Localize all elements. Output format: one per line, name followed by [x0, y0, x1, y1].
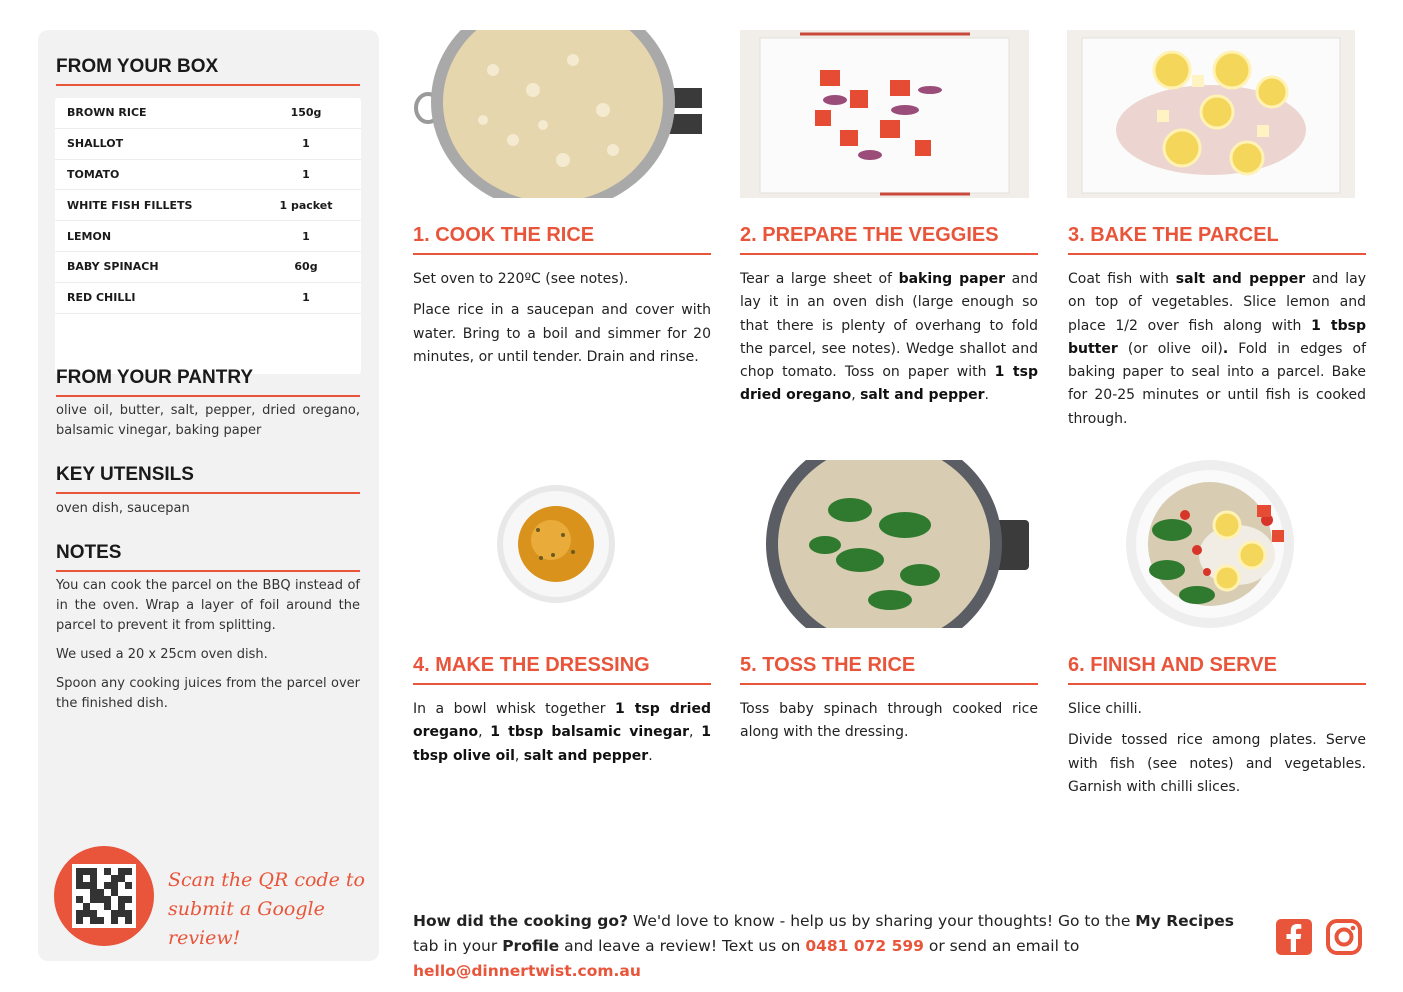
phone-link[interactable]: 0481 072 599	[805, 937, 924, 955]
qr-caption-line: Scan the QR code to	[168, 869, 365, 891]
step-paragraph: Coat fish with salt and pepper and lay on top of vegetables. Slice lemon and place 1/2 over fish along with 1 tbsp butter (or olive oil). Fold in edges of baking paper to seal into a parcel. Bake for 20-25 minutes or until fish is cooked through.	[1068, 271, 1366, 427]
box-ingredients-table	[55, 98, 361, 374]
fish-with-lemon-parcel-photo	[1067, 30, 1355, 198]
step-paragraph: Slice chilli.	[1068, 701, 1143, 717]
step-title: 3. BAKE THE PARCEL	[1068, 224, 1366, 255]
ingredients-sidebar	[38, 30, 379, 961]
utensils-list: oven dish, saucepan	[56, 501, 190, 516]
notes-heading: NOTES	[56, 542, 360, 572]
qr-caption-line: submit a Google review!	[168, 898, 325, 949]
step-instructions	[1068, 698, 1366, 799]
ingredient-qty: 150g	[290, 106, 322, 120]
ingredient-name: BROWN RICE	[67, 106, 147, 120]
step-cook-the-rice	[413, 224, 711, 377]
ingredient-qty: 1 packet	[279, 198, 333, 212]
step-paragraph: In a bowl whisk together 1 tsp dried oregano, 1 tbsp balsamic vinegar, 1 tbsp olive oil, salt and pepper.	[413, 701, 711, 764]
chopped-veggies-on-baking-paper-photo	[740, 30, 1029, 198]
from-your-box-heading: FROM YOUR BOX	[56, 56, 360, 86]
step-title: 4. MAKE THE DRESSING	[413, 654, 711, 685]
qr-code[interactable]	[54, 846, 154, 946]
note-item: You can cook the parcel on the BBQ instead of in the oven. Wrap a layer of foil around the parcel to prevent it from splitting.	[56, 578, 360, 633]
rice-with-spinach-pot-photo	[740, 460, 1038, 628]
table-row	[55, 98, 361, 129]
ingredient-name: RED CHILLI	[67, 291, 136, 305]
step-title: 5. TOSS THE RICE	[740, 654, 1038, 685]
ingredient-name: SHALLOT	[67, 137, 124, 151]
step-instructions	[413, 698, 711, 768]
step-toss-the-rice	[740, 654, 1038, 753]
instagram-icon[interactable]	[1325, 918, 1363, 956]
table-row	[55, 252, 361, 283]
key-utensils-heading: KEY UTENSILS	[56, 464, 360, 494]
qr-caption	[168, 866, 368, 953]
review-footer: How did the cooking go? We'd love to know - help us by sharing your thoughts! Go to the My Recipes tab in your Profile and leave a review! Text us on 0481 072 599 or send an email to hello@dinnertwist.com.au	[413, 912, 1234, 980]
note-item: We used a 20 x 25cm oven dish.	[56, 647, 268, 662]
rice-in-saucepan-photo	[413, 30, 711, 198]
ingredient-name: WHITE FISH FILLETS	[67, 198, 193, 212]
table-row	[55, 283, 361, 314]
step-instructions	[740, 268, 1038, 408]
my-recipes-label: My Recipes	[1135, 912, 1234, 930]
dressing-in-bowl-photo	[413, 460, 711, 628]
step-title: 1. COOK THE RICE	[413, 224, 711, 255]
ingredient-name: TOMATO	[67, 167, 120, 181]
step-prepare-the-veggies	[740, 224, 1038, 416]
qr-badge	[54, 846, 154, 946]
pantry-list: olive oil, butter, salt, pepper, dried oregano, balsamic vinegar, baking paper	[56, 403, 360, 438]
step-make-the-dressing	[413, 654, 711, 776]
from-your-pantry-heading: FROM YOUR PANTRY	[56, 367, 360, 397]
step-instructions	[1068, 268, 1366, 431]
email-link[interactable]: hello@dinnertwist.com.au	[413, 962, 641, 980]
step-paragraph: Toss baby spinach through cooked rice along with the dressing.	[740, 701, 1038, 741]
step-bake-the-parcel	[1068, 224, 1366, 439]
footer-lead: How did the cooking go?	[413, 912, 628, 930]
table-row	[55, 190, 361, 221]
table-row	[55, 129, 361, 160]
ingredient-name: LEMON	[67, 229, 112, 243]
qr-code-icon	[76, 868, 132, 924]
plated-dish-photo	[1067, 460, 1365, 628]
step-instructions	[740, 698, 1038, 745]
ingredient-qty: 1	[302, 229, 310, 243]
note-item: Spoon any cooking juices from the parcel over the finished dish.	[56, 676, 360, 711]
step-paragraph: Divide tossed rice among plates. Serve with fish (see notes) and vegetables. Garnish with chilli slices.	[1068, 732, 1366, 795]
step-finish-and-serve	[1068, 654, 1366, 807]
table-row	[55, 221, 361, 252]
step-instructions	[413, 268, 711, 369]
step-paragraph: Place rice in a saucepan and cover with water. Bring to a boil and simmer for 20 minutes, or until tender. Drain and rinse.	[413, 302, 711, 365]
ingredient-name: BABY SPINACH	[67, 260, 159, 274]
table-row	[55, 160, 361, 191]
notes-list	[56, 576, 360, 723]
step-title: 6. FINISH AND SERVE	[1068, 654, 1366, 685]
ingredient-qty: 1	[302, 137, 310, 151]
step-paragraph: Set oven to 220ºC (see notes).	[413, 271, 629, 287]
ingredient-qty: 60g	[294, 260, 318, 274]
profile-label: Profile	[502, 937, 560, 955]
ingredient-qty: 1	[302, 291, 310, 305]
step-paragraph: Tear a large sheet of baking paper and lay it in an oven dish (large enough so that there is plenty of overhang to fold the parcel, see notes). Wedge shallot and chop tomato. Toss on paper with 1 tsp dried oregano, salt and pepper.	[740, 271, 1038, 404]
ingredient-qty: 1	[302, 167, 310, 181]
step-title: 2. PREPARE THE VEGGIES	[740, 224, 1038, 255]
facebook-icon[interactable]	[1275, 918, 1313, 956]
